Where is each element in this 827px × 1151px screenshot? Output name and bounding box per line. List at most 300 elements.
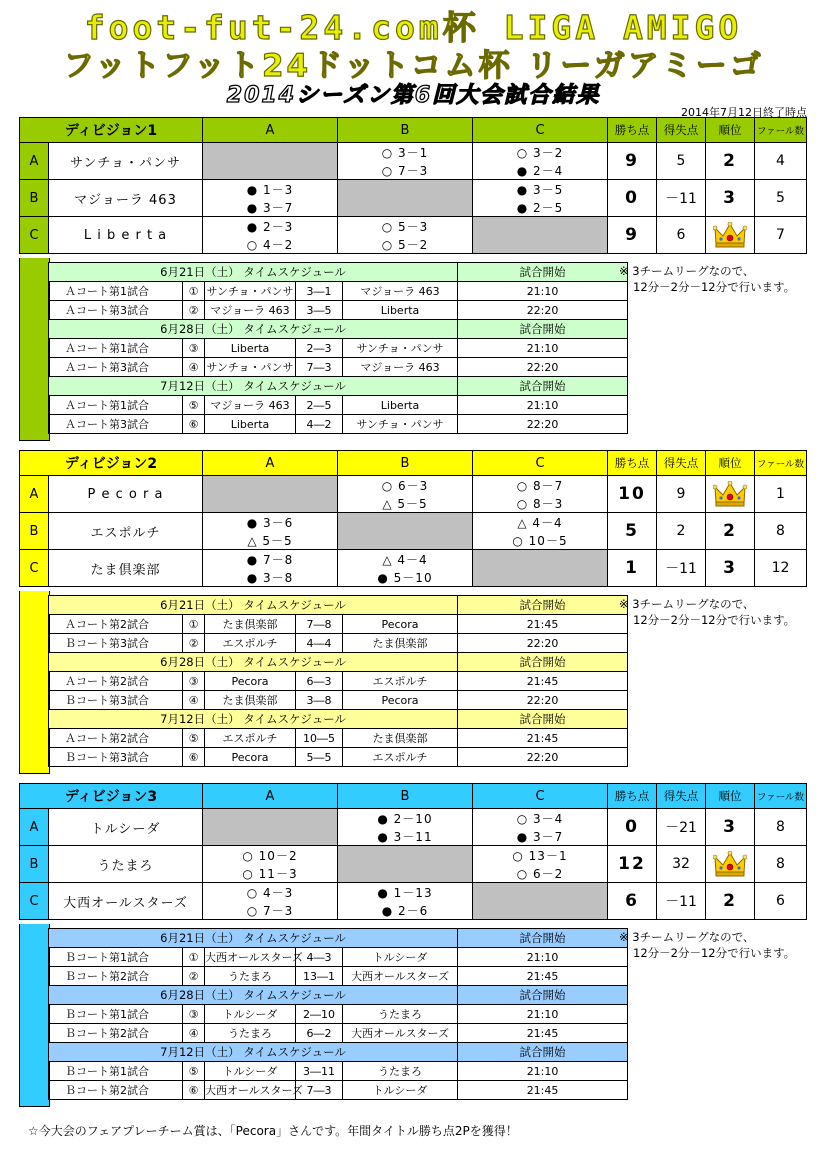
kickoff-time: 21:45 <box>458 1081 628 1100</box>
division-name: ディビジョン2 <box>20 451 203 476</box>
game-number: ⑤ <box>183 396 205 415</box>
col-b-header: B <box>338 784 473 809</box>
schedule-game-row <box>49 396 628 415</box>
match-result: ● 3－8 <box>203 568 338 587</box>
kickoff-time: 22:20 <box>458 634 628 653</box>
game-number: ⑤ <box>183 1062 205 1081</box>
schedule-day-title: 6月28日（土） タイムスケジュール <box>49 320 458 339</box>
away-team: エスポルチ <box>343 748 458 767</box>
team-name: 大西オールスターズ <box>49 883 203 920</box>
team-name: エスポルチ <box>49 513 203 550</box>
division-color-bar <box>19 591 50 774</box>
team-rank <box>706 846 755 883</box>
home-team: マジョーラ 463 <box>205 396 296 415</box>
team-points: 1 <box>608 550 657 587</box>
schedule-game-row <box>49 301 628 320</box>
match-result: ○ 3－1 <box>338 143 473 162</box>
home-team: たま倶楽部 <box>205 615 296 634</box>
home-team: エスポルチ <box>205 729 296 748</box>
away-team: サンチョ・パンサ <box>343 415 458 434</box>
team-fouls: 8 <box>755 513 807 550</box>
match-result: ○ 3－2 <box>473 143 608 162</box>
match-result: ○ 4－2 <box>203 235 338 254</box>
match-result: ● 2－10 <box>338 809 473 828</box>
col-points-header: 勝ち点 <box>608 118 657 143</box>
team-goal-diff: 9 <box>657 476 706 513</box>
game-number: ⑥ <box>183 748 205 767</box>
home-team: トルシーダ <box>205 1005 296 1024</box>
team-code: C <box>20 883 49 920</box>
self-match-cell <box>203 809 338 846</box>
team-row <box>20 846 807 865</box>
schedule-day-title: 7月12日（土） タイムスケジュール <box>49 710 458 729</box>
team-row <box>20 143 807 162</box>
col-goal-diff-header: 得失点 <box>657 451 706 476</box>
game-score: 2―10 <box>296 1005 343 1024</box>
team-goal-diff: －11 <box>657 883 706 920</box>
title-line-3: 2014シーズン第6回大会試合結果 <box>226 83 601 108</box>
schedule-day-title: 7月12日（土） タイムスケジュール <box>49 1043 458 1062</box>
home-team: サンチョ・パンサ <box>205 358 296 377</box>
schedule-day-header <box>49 653 628 672</box>
team-row <box>20 476 807 495</box>
schedule-game-row <box>49 282 628 301</box>
home-team: たま倶楽部 <box>205 691 296 710</box>
note-line-1: ※ 3チームリーグなので、 <box>619 930 755 944</box>
away-team: うたまろ <box>343 1062 458 1081</box>
game-score: 6―3 <box>296 672 343 691</box>
away-team: マジョーラ 463 <box>343 358 458 377</box>
title-line-2: フットフット24ドットコム杯 リーガアミーゴ <box>63 48 764 84</box>
kickoff-time: 21:45 <box>458 672 628 691</box>
team-rank <box>706 217 755 254</box>
match-result: △ 5－5 <box>203 531 338 550</box>
team-fouls: 8 <box>755 809 807 846</box>
match-result: △ 4－4 <box>473 513 608 532</box>
team-rank: 2 <box>706 143 755 180</box>
schedule-day-title: 6月28日（土） タイムスケジュール <box>49 986 458 1005</box>
schedule-day-title: 6月21日（土） タイムスケジュール <box>49 596 458 615</box>
court: Ａコート第1試合 <box>49 396 183 415</box>
team-name: うたまろ <box>49 846 203 883</box>
game-score: 7―3 <box>296 358 343 377</box>
team-points: 0 <box>608 809 657 846</box>
game-number: ④ <box>183 691 205 710</box>
away-team: エスポルチ <box>343 672 458 691</box>
match-result: ○ 10－5 <box>473 531 608 550</box>
match-result: ○ 6－2 <box>473 864 608 883</box>
match-result: ○ 7－3 <box>203 901 338 920</box>
kickoff-header: 試合開始 <box>458 710 628 729</box>
game-number: ⑥ <box>183 1081 205 1100</box>
team-points: 9 <box>608 143 657 180</box>
game-number: ⑥ <box>183 415 205 434</box>
col-a-header: A <box>203 784 338 809</box>
team-name: トルシーダ <box>49 809 203 846</box>
schedule-day-header <box>49 596 628 615</box>
game-score: 13―1 <box>296 967 343 986</box>
team-fouls: 1 <box>755 476 807 513</box>
match-result: ○ 13－1 <box>473 846 608 865</box>
schedule-game-row <box>49 691 628 710</box>
fair-play-award: ☆今大会のフェアプレーチーム賞は、「Pecora」さんです。年間タイトル勝ち点2Pを獲得！ <box>28 1124 518 1138</box>
team-code: B <box>20 180 49 217</box>
away-team: うたまろ <box>343 1005 458 1024</box>
match-result: ○ 5－2 <box>338 235 473 254</box>
note-line-2: 12分－2分－12分で行います。 <box>633 946 796 960</box>
away-team: Liberta <box>343 301 458 320</box>
game-number: ① <box>183 948 205 967</box>
kickoff-time: 21:10 <box>458 396 628 415</box>
self-match-cell <box>203 143 338 180</box>
match-result: ● 2－3 <box>203 217 338 236</box>
match-result: ○ 11－3 <box>203 864 338 883</box>
kickoff-header: 試合開始 <box>458 377 628 396</box>
kickoff-header: 試合開始 <box>458 320 628 339</box>
away-team: トルシーダ <box>343 1081 458 1100</box>
game-number: ⑤ <box>183 729 205 748</box>
self-match-cell <box>203 476 338 513</box>
col-fouls-header: ファール数 <box>755 784 807 809</box>
schedule-game-row <box>49 967 628 986</box>
schedule-day-header <box>49 929 628 948</box>
division-color-bar <box>19 258 50 441</box>
team-points: 6 <box>608 883 657 920</box>
team-code: A <box>20 809 49 846</box>
court: Ａコート第1試合 <box>49 339 183 358</box>
home-team: 大西オールスターズ <box>205 948 296 967</box>
kickoff-time: 21:10 <box>458 1005 628 1024</box>
game-score: 10―5 <box>296 729 343 748</box>
self-match-cell <box>473 883 608 920</box>
match-result: ○ 5－3 <box>338 217 473 236</box>
crown-icon <box>713 484 747 504</box>
court: Ａコート第3試合 <box>49 301 183 320</box>
team-row <box>20 217 807 236</box>
away-team: トルシーダ <box>343 948 458 967</box>
team-code: A <box>20 143 49 180</box>
court: Ｂコート第2試合 <box>49 1024 183 1043</box>
court: Ａコート第2試合 <box>49 729 183 748</box>
match-result: ○ 7－3 <box>338 161 473 180</box>
match-result: ● 3－11 <box>338 827 473 846</box>
court: Ｂコート第1試合 <box>49 1062 183 1081</box>
court: Ｂコート第2試合 <box>49 967 183 986</box>
col-goal-diff-header: 得失点 <box>657 118 706 143</box>
note-line-1: ※ 3チームリーグなので、 <box>619 597 755 611</box>
court: Ａコート第2試合 <box>49 615 183 634</box>
team-fouls: 7 <box>755 217 807 254</box>
match-result: ● 1－13 <box>338 883 473 902</box>
schedule-game-row <box>49 1024 628 1043</box>
team-row <box>20 883 807 902</box>
team-goal-diff: －11 <box>657 180 706 217</box>
home-team: マジョーラ 463 <box>205 301 296 320</box>
game-number: ① <box>183 615 205 634</box>
home-team: エスポルチ <box>205 634 296 653</box>
game-number: ③ <box>183 1005 205 1024</box>
kickoff-time: 22:20 <box>458 358 628 377</box>
kickoff-header: 試合開始 <box>458 263 628 282</box>
kickoff-time: 22:20 <box>458 691 628 710</box>
kickoff-time: 21:45 <box>458 615 628 634</box>
team-goal-diff: 5 <box>657 143 706 180</box>
col-c-header: C <box>473 784 608 809</box>
team-points: 10 <box>608 476 657 513</box>
note-line-2: 12分－2分－12分で行います。 <box>633 280 796 294</box>
team-fouls: 12 <box>755 550 807 587</box>
division-3-results <box>19 783 806 920</box>
away-team: Pecora <box>343 691 458 710</box>
court: Ａコート第3試合 <box>49 358 183 377</box>
court: Ａコート第1試合 <box>49 282 183 301</box>
away-team: 大西オールスターズ <box>343 967 458 986</box>
home-team: Pecora <box>205 748 296 767</box>
team-name: マジョーラ 463 <box>49 180 203 217</box>
team-fouls: 4 <box>755 143 807 180</box>
schedule-game-row <box>49 615 628 634</box>
schedule-day-header <box>49 377 628 396</box>
team-name: P e c o r a <box>49 476 203 513</box>
col-a-header: A <box>203 118 338 143</box>
match-result: ○ 6－3 <box>338 476 473 495</box>
match-result: ● 3－7 <box>473 827 608 846</box>
schedule-game-row <box>49 1081 628 1100</box>
col-b-header: B <box>338 118 473 143</box>
game-score: 4―3 <box>296 948 343 967</box>
team-name: サンチョ・パンサ <box>49 143 203 180</box>
game-number: ④ <box>183 1024 205 1043</box>
division-color-bar <box>19 924 50 1107</box>
away-team: Liberta <box>343 396 458 415</box>
self-match-cell <box>473 550 608 587</box>
game-score: 4―4 <box>296 634 343 653</box>
home-team: サンチョ・パンサ <box>205 282 296 301</box>
note-line-1: ※ 3チームリーグなので、 <box>619 264 755 278</box>
court: Ｂコート第2試合 <box>49 1081 183 1100</box>
game-score: 7―3 <box>296 1081 343 1100</box>
away-team: サンチョ・パンサ <box>343 339 458 358</box>
away-team: マジョーラ 463 <box>343 282 458 301</box>
division-name: ディビジョン1 <box>20 118 203 143</box>
kickoff-time: 21:10 <box>458 339 628 358</box>
division-2-results <box>19 450 806 587</box>
game-number: ③ <box>183 672 205 691</box>
game-score: 3―11 <box>296 1062 343 1081</box>
team-row <box>20 809 807 828</box>
kickoff-header: 試合開始 <box>458 986 628 1005</box>
team-code: A <box>20 476 49 513</box>
self-match-cell <box>473 217 608 254</box>
match-result: ○ 8－7 <box>473 476 608 495</box>
schedule-game-row <box>49 339 628 358</box>
team-rank: 2 <box>706 513 755 550</box>
col-fouls-header: ファール数 <box>755 451 807 476</box>
team-fouls: 8 <box>755 846 807 883</box>
game-score: 7―8 <box>296 615 343 634</box>
game-score: 3―8 <box>296 691 343 710</box>
team-row <box>20 513 807 532</box>
team-row <box>20 180 807 199</box>
self-match-cell <box>338 846 473 883</box>
kickoff-header: 試合開始 <box>458 929 628 948</box>
match-result: ● 3－5 <box>473 180 608 199</box>
col-b-header: B <box>338 451 473 476</box>
schedule-note <box>619 596 795 628</box>
kickoff-time: 22:20 <box>458 301 628 320</box>
col-c-header: C <box>473 118 608 143</box>
kickoff-header: 試合開始 <box>458 1043 628 1062</box>
col-rank-header: 順位 <box>706 784 755 809</box>
team-goal-diff: 6 <box>657 217 706 254</box>
schedule-note <box>619 929 795 961</box>
team-rank: 3 <box>706 809 755 846</box>
team-points: 0 <box>608 180 657 217</box>
col-points-header: 勝ち点 <box>608 784 657 809</box>
schedule-day-title: 6月21日（土） タイムスケジュール <box>49 263 458 282</box>
kickoff-time: 21:10 <box>458 948 628 967</box>
match-result: ● 1－3 <box>203 180 338 199</box>
col-a-header: A <box>203 451 338 476</box>
team-code: C <box>20 550 49 587</box>
self-match-cell <box>338 180 473 217</box>
kickoff-time: 22:20 <box>458 415 628 434</box>
team-points: 5 <box>608 513 657 550</box>
team-goal-diff: 2 <box>657 513 706 550</box>
schedule-game-row <box>49 948 628 967</box>
col-c-header: C <box>473 451 608 476</box>
away-team: たま倶楽部 <box>343 634 458 653</box>
home-team: Liberta <box>205 415 296 434</box>
match-result: ● 2－5 <box>473 198 608 217</box>
schedule-day-title: 6月28日（土） タイムスケジュール <box>49 653 458 672</box>
away-team: 大西オールスターズ <box>343 1024 458 1043</box>
game-score: 4―2 <box>296 415 343 434</box>
schedule-day-header <box>49 263 628 282</box>
schedule-game-row <box>49 729 628 748</box>
team-rank: 3 <box>706 180 755 217</box>
kickoff-time: 21:10 <box>458 1062 628 1081</box>
schedule-game-row <box>49 1005 628 1024</box>
kickoff-header: 試合開始 <box>458 653 628 672</box>
away-team: Pecora <box>343 615 458 634</box>
schedule-day-header <box>49 320 628 339</box>
court: Ｂコート第3試合 <box>49 691 183 710</box>
team-code: C <box>20 217 49 254</box>
game-score: 5―5 <box>296 748 343 767</box>
match-result: ○ 4－3 <box>203 883 338 902</box>
game-score: 2―3 <box>296 339 343 358</box>
kickoff-time: 21:10 <box>458 282 628 301</box>
home-team: Pecora <box>205 672 296 691</box>
self-match-cell <box>338 513 473 550</box>
court: Ｂコート第1試合 <box>49 948 183 967</box>
crown-icon <box>713 854 747 874</box>
game-score: 6―2 <box>296 1024 343 1043</box>
col-points-header: 勝ち点 <box>608 451 657 476</box>
title-line-1: foot-fut-24.com杯 LIGA AMIGO <box>84 8 743 47</box>
match-result: ○ 8－3 <box>473 494 608 513</box>
away-team: たま倶楽部 <box>343 729 458 748</box>
crown-icon <box>713 225 747 245</box>
kickoff-time: 21:45 <box>458 729 628 748</box>
team-fouls: 5 <box>755 180 807 217</box>
team-points: 12 <box>608 846 657 883</box>
game-number: ④ <box>183 358 205 377</box>
team-name: L i b e r t a <box>49 217 203 254</box>
home-team: 大西オールスターズ <box>205 1081 296 1100</box>
home-team: Liberta <box>205 339 296 358</box>
team-row <box>20 550 807 569</box>
court: Ｂコート第3試合 <box>49 634 183 653</box>
team-rank <box>706 476 755 513</box>
col-rank-header: 順位 <box>706 451 755 476</box>
court: Ａコート第2試合 <box>49 672 183 691</box>
as-of-date: 2014年7月12日終了時点 <box>681 106 807 119</box>
team-goal-diff: －11 <box>657 550 706 587</box>
match-result: ● 7－8 <box>203 550 338 569</box>
schedule-game-row <box>49 1062 628 1081</box>
match-result: ● 3－6 <box>203 513 338 532</box>
kickoff-time: 21:45 <box>458 967 628 986</box>
team-goal-diff: －21 <box>657 809 706 846</box>
game-score: 3―1 <box>296 282 343 301</box>
kickoff-time: 22:20 <box>458 748 628 767</box>
match-result: △ 5－5 <box>338 494 473 513</box>
match-result: △ 4－4 <box>338 550 473 569</box>
home-team: うたまろ <box>205 1024 296 1043</box>
kickoff-header: 試合開始 <box>458 596 628 615</box>
schedule-game-row <box>49 634 628 653</box>
schedule-game-row <box>49 415 628 434</box>
game-score: 2―5 <box>296 396 343 415</box>
court: Ａコート第3試合 <box>49 415 183 434</box>
game-number: ③ <box>183 339 205 358</box>
schedule-day-header <box>49 710 628 729</box>
match-result: ● 2－4 <box>473 161 608 180</box>
schedule-day-title: 6月21日（土） タイムスケジュール <box>49 929 458 948</box>
schedule-note <box>619 263 795 295</box>
game-number: ② <box>183 967 205 986</box>
game-number: ② <box>183 301 205 320</box>
col-fouls-header: ファール数 <box>755 118 807 143</box>
match-result: ● 3－7 <box>203 198 338 217</box>
team-rank: 3 <box>706 550 755 587</box>
court: Ｂコート第1試合 <box>49 1005 183 1024</box>
schedule-game-row <box>49 672 628 691</box>
team-code: B <box>20 513 49 550</box>
game-score: 3―5 <box>296 301 343 320</box>
game-number: ② <box>183 634 205 653</box>
schedule-day-header <box>49 1043 628 1062</box>
schedule-game-row <box>49 748 628 767</box>
match-result: ● 2－6 <box>338 901 473 920</box>
team-name: たま倶楽部 <box>49 550 203 587</box>
match-result: ○ 10－2 <box>203 846 338 865</box>
schedule-day-title: 7月12日（土） タイムスケジュール <box>49 377 458 396</box>
team-rank: 2 <box>706 883 755 920</box>
division-name: ディビジョン3 <box>20 784 203 809</box>
home-team: うたまろ <box>205 967 296 986</box>
team-goal-diff: 32 <box>657 846 706 883</box>
court: Ｂコート第3試合 <box>49 748 183 767</box>
kickoff-time: 21:45 <box>458 1024 628 1043</box>
schedule-day-header <box>49 986 628 1005</box>
team-points: 9 <box>608 217 657 254</box>
team-fouls: 6 <box>755 883 807 920</box>
game-number: ① <box>183 282 205 301</box>
match-result: ○ 3－4 <box>473 809 608 828</box>
